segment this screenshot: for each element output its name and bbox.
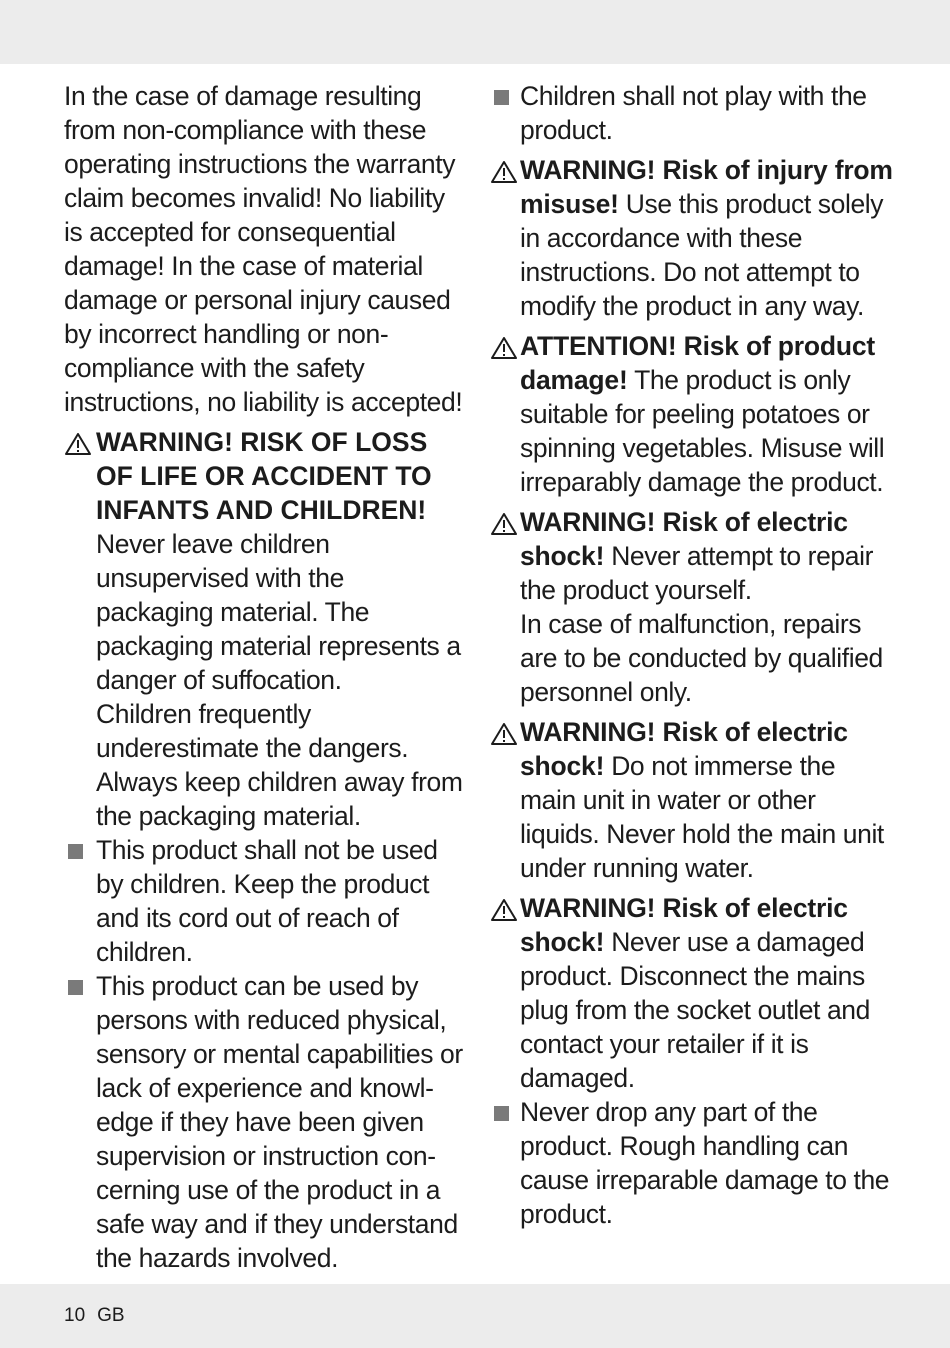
warning-heading: WARNING! Risk of electric shock! <box>520 507 848 571</box>
warning-heading: ATTENTION! Risk of product damage! <box>520 331 875 395</box>
list-item <box>64 833 466 969</box>
square-bullet-icon <box>494 1106 509 1121</box>
bullet-text: Children shall not play with the product. <box>520 81 867 145</box>
warranty-intro: In the case of damage resulting from non-compliance with these operating instructions the warranty claim becomes invalid! No liability is accepted for consequential damage! In the case of material damage or personal injury caused by incorrect handling or non-compliance with the safety instructions, no liability is accepted! <box>64 81 463 417</box>
language-code: GB <box>97 1305 125 1326</box>
warning-text: Use this product solely in accordance with these instructions. Do not attempt to modify the product in any way. <box>520 189 884 321</box>
warning-heading: WARNING! Risk of electric shock! <box>520 717 848 781</box>
bullet-text: Never drop any part of the product. Rough handling can cause irreparable damage to the product. <box>520 1097 890 1229</box>
warning-children-heading: WARNING! RISK OF LOSS OF LIFE OR ACCIDENT TO INFANTS AND CHILDREN! <box>96 427 432 525</box>
list-item <box>64 969 466 1275</box>
list-item <box>490 79 895 147</box>
square-bullet-icon <box>68 844 83 859</box>
warning-electric-shock-repair <box>490 505 895 709</box>
footer-band <box>0 1284 950 1348</box>
warning-triangle-icon <box>490 160 518 184</box>
warning-text: Do not immerse the main unit in water or other liquids. Never hold the main unit under running water. <box>520 751 884 883</box>
warning-children-text-1: Never leave children unsupervised with the packaging material. The packaging material represents a danger of suffocation. <box>96 529 461 695</box>
warning-misuse <box>490 153 895 323</box>
bullet-text: This product shall not be used by children. Keep the product and its cord out of reach of children. <box>96 835 438 967</box>
attention-product-damage <box>490 329 895 499</box>
header-band <box>0 0 950 64</box>
warning-triangle-icon <box>490 898 518 922</box>
warning-triangle-icon <box>490 512 518 536</box>
warning-children-text-2: Children frequently underestimate the dangers. Always keep children away from the packaging material. <box>96 699 463 831</box>
warning-text-2: In case of malfunction, repairs are to be conducted by qualified personnel only. <box>520 609 883 707</box>
square-bullet-icon <box>494 90 509 105</box>
warning-text: The product is only suitable for peeling potatoes or spinning vegetables. Misuse will irreparably damage the product. <box>520 365 885 497</box>
left-column <box>64 79 466 1275</box>
page-number: 10 <box>64 1305 86 1326</box>
warning-triangle-icon <box>490 722 518 746</box>
warning-triangle-icon <box>64 432 92 456</box>
page-footer <box>64 1304 125 1328</box>
warning-text: Never attempt to repair the product yourself. <box>520 541 873 605</box>
right-column <box>490 79 895 1231</box>
warning-heading: WARNING! Risk of injury from misuse! <box>520 155 893 219</box>
warning-heading: WARNING! Risk of electric shock! <box>520 893 848 957</box>
bullet-text: This product can be used by persons with reduced physical, sensory or mental capabilities or lack of experience and knowl-edge if they have been given supervision or instruction con-cerning use of the product in a safe way and if they understand the hazards involved. <box>96 971 463 1273</box>
warning-electric-shock-damaged <box>490 891 895 1095</box>
warning-children <box>64 425 466 833</box>
warning-text: Never use a damaged product. Disconnect the mains plug from the socket outlet and contact your retailer if it is damaged. <box>520 927 870 1093</box>
square-bullet-icon <box>68 980 83 995</box>
warning-triangle-icon <box>490 336 518 360</box>
list-item <box>490 1095 895 1231</box>
warning-electric-shock-water <box>490 715 895 885</box>
